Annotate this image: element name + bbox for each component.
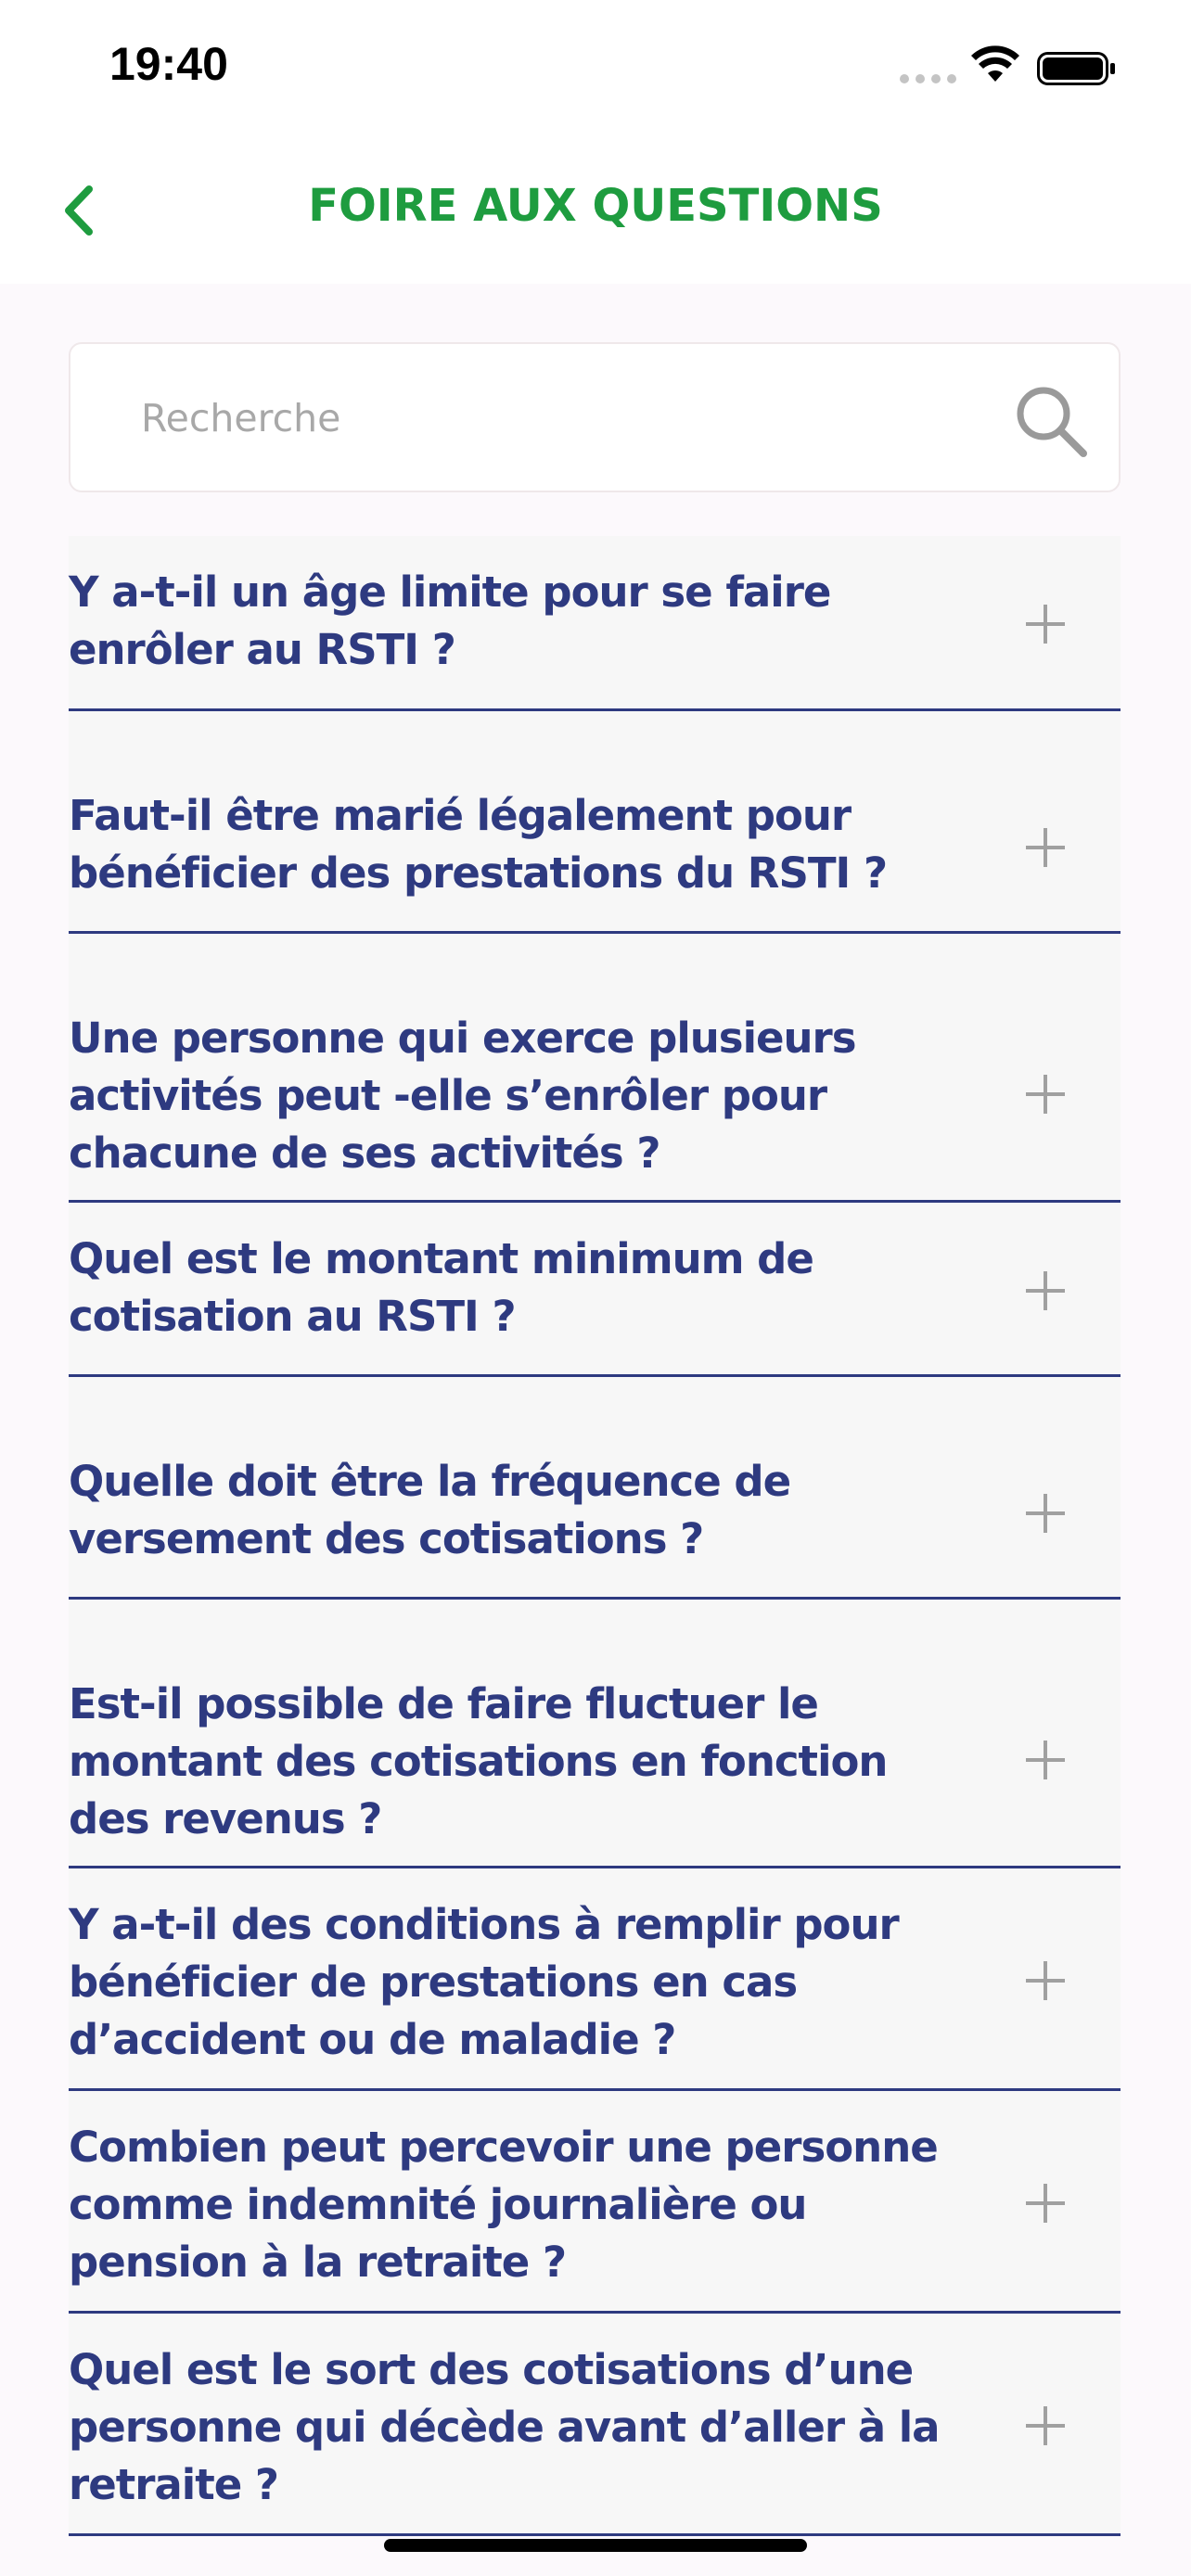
faq-item[interactable] [69, 1203, 1121, 1377]
faq-question: Faut-il être marié légalement pour bénéficier des prestations du RSTI ? [69, 791, 888, 898]
home-indicator[interactable] [384, 2539, 807, 2552]
faq-item[interactable] [69, 1868, 1121, 2091]
plus-icon[interactable] [1024, 1959, 1067, 2002]
faq-question: Est-il possible de faire fluctuer le montant des cotisations en fonction des revenus ? [69, 1679, 888, 1843]
faq-list [69, 536, 1121, 2509]
page-title: FOIRE AUX QUESTIONS [308, 180, 883, 232]
plus-icon[interactable] [1024, 826, 1067, 869]
faq-question: Une personne qui exerce plusieurs activités peut -elle s’enrôler pour chacune de ses activités ? [69, 1014, 856, 1178]
status-time: 19:40 [109, 38, 228, 90]
search-icon[interactable] [1013, 383, 1089, 459]
wifi-icon [970, 46, 1020, 83]
plus-icon[interactable] [1024, 1073, 1067, 1116]
faq-item[interactable] [69, 2091, 1121, 2314]
faq-item[interactable] [69, 934, 1121, 1203]
faq-item[interactable] [69, 536, 1121, 711]
plus-icon[interactable] [1024, 2182, 1067, 2225]
plus-icon[interactable] [1024, 603, 1067, 645]
navigation-bar [0, 139, 1191, 284]
faq-question: Y a-t-il un âge limite pour se faire enrôler au RSTI ? [69, 567, 831, 674]
status-bar [0, 0, 1191, 139]
faq-item[interactable] [69, 1600, 1121, 1868]
faq-item[interactable] [69, 1377, 1121, 1600]
faq-question: Quel est le sort des cotisations d’une personne qui décède avant d’aller à la retraite ? [69, 2345, 940, 2509]
faq-item[interactable] [69, 711, 1121, 934]
cellular-signal-icon [900, 74, 956, 83]
search-bar[interactable] [69, 342, 1121, 492]
search-input[interactable] [141, 381, 976, 455]
faq-question: Y a-t-il des conditions à remplir pour bénéficier de prestations en cas d’accident ou de maladie ? [69, 1900, 899, 2064]
plus-icon[interactable] [1024, 2404, 1067, 2447]
plus-icon[interactable] [1024, 1269, 1067, 1312]
faq-question: Quelle doit être la fréquence de versement des cotisations ? [69, 1457, 791, 1563]
battery-icon [1037, 50, 1117, 87]
plus-icon[interactable] [1024, 1492, 1067, 1535]
faq-question: Quel est le montant minimum de cotisation au RSTI ? [69, 1234, 813, 1341]
faq-item[interactable] [69, 2314, 1121, 2536]
plus-icon[interactable] [1024, 1739, 1067, 1781]
faq-question: Combien peut percevoir une personne comme indemnité journalière ou pension à la retraite ? [69, 2123, 938, 2287]
